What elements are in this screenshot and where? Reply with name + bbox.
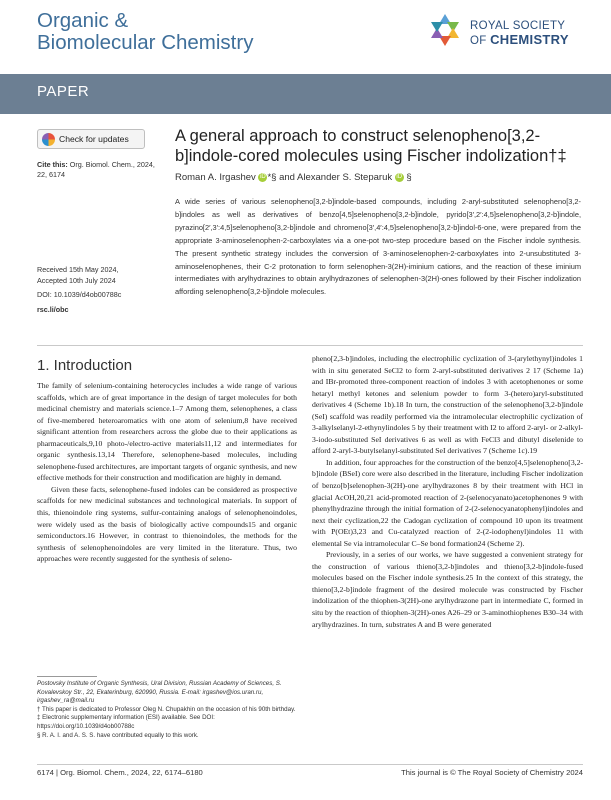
cite-this	[37, 160, 165, 180]
journal-title-line2: Biomolecular Chemistry	[37, 31, 254, 54]
article-dates	[37, 265, 165, 315]
footnote-esi[interactable]: ‡ Electronic supplementary information (ESI) available. See DOI: https://doi.org/10.1039/d4ob00788c	[37, 714, 215, 730]
crossmark-icon	[42, 133, 55, 146]
received-date: Received 15th May 2024,	[37, 265, 119, 274]
paragraph: Previously, in a series of our works, we have suggested a convenient strategy for the construction of various thieno[3,2-b]indoles and thieno[3,2-b]indole-fused molecules based on the Fischer indole synthesis.25 In the context of this strategy, the thieno[3,2-b]indole fragment of the desired molecule was constructed by Fischer indolization of the thiophen-3(2H)-one arylhydrazone part in intermediate C, formed in situ by the reaction of thiophen-3(2H)-ones A26–29 or 3-aminothiophenes B30–34 with arylhydrazines. In turn, substrates A and B were generated	[312, 550, 583, 629]
cite-label: Cite this:	[37, 160, 68, 169]
section-heading-introduction: 1. Introduction	[37, 357, 133, 374]
authors	[175, 172, 412, 183]
paper-label: PAPER	[37, 83, 90, 100]
paragraph: In addition, four approaches for the construction of the benzo[4,5]selenopheno[3,2-b]indole (BSeI) core were also described in the literature, including Fischer indolization of benzo[b]selenophen-3(2H)-one arylhydrazones 8 by their treatment with HCl in glacial AcOH,20,21 acid-promoted reaction of 2-(selenocyanato)acetophenones 9 with phenylhydrazine through the initial formation of 2-(2-selenocyanatophenyl)indoles and next their cyclization,22 the Cadogan cyclization of compound 10 upon its treatment with P(OEt)3,23 and Cu-catalyzed reaction of 2-(2-iodophenyl)indoles 11 with elemental Se via intramolecular C–Se bond formation24 (Scheme 2).	[312, 457, 583, 548]
page-footer-citation: 6174 | Org. Biomol. Chem., 2024, 22, 6174–6180	[37, 768, 203, 777]
cite-text: Org. Biomol. Chem., 2024, 22, 6174	[37, 160, 155, 179]
paragraph: The family of selenium-containing heterocycles includes a wide range of various scaffolds, which are of great importance in the design of target molecules for both medicinal chemistry and materials science.1–7 Among them, selenophenes, a class of five-membered heteroaromatics with one atom of selenium,8 have received significant attention from researchers across the globe due to their applications as pharmaceuticals,9,10 photo-/electro-active materials11,12 and intermediates for organic synthesis.13,14 Therefore, selenophene-based molecules, including selenophene-fused architectures, are important targets of organic synthesis, and new effective methods for their construction and modification are highly in demand.	[37, 381, 297, 483]
author-join: and	[279, 172, 295, 183]
publisher-name	[470, 20, 569, 48]
author-2[interactable]: Alexander S. Steparuk	[297, 172, 393, 183]
body-column-right	[312, 353, 583, 630]
body-column-left	[37, 380, 297, 565]
divider	[37, 345, 583, 346]
page-footer-copyright: This journal is © The Royal Society of Chemistry 2024	[401, 768, 583, 777]
journal-title	[37, 10, 253, 54]
footnotes	[37, 680, 297, 740]
author-2-mark: §	[406, 172, 412, 183]
author-1-mark: *§	[267, 172, 277, 183]
article-title: A general approach to construct selenopheno[3,2-b]indole-cored molecules using Fischer indolization†‡	[175, 127, 567, 165]
journal-title-line1: Organic &	[37, 9, 129, 32]
accepted-date: Accepted 10th July 2024	[37, 275, 116, 285]
publisher-line2-bold: CHEMISTRY	[490, 32, 569, 47]
abstract: A wide series of various selenopheno[3,2-b]indole-based compounds, including 2-aryl-substituted selenopheno[3,2-b]indoles as well as derivatives of benzo[4,5]selenopheno[3,2-b]indole, pyrido[3′,2′:4,5]selenopheno[3,2-b]indole, pyrazino[2′,3′:4,5]selenopheno[3,2-b]indole and chromeno[3′,4′:4,5]selenopheno[3,2-b]indol-6-one, were prepared from the appropriate 3-aminoselenophen-2-carboxylates via a one-pot two-step procedure based on the Fischer indole synthesis. The present synthetic strategy includes the conversion of 3-aminoselenophen-2-carboxylates into 2-unsubstituted 3-aminoselenophenes, their C-2 protonation to form selenophen-3(2H)-iminium cations, and the reaction of these iminium intermediates with arylhydrazines to obtain arylhydrazones of selenophen-3(2H)-ones followed by their Fischer indolization affording selenopheno[3,2-b]indole molecules.	[175, 197, 581, 297]
footnote-affiliation: Postovsky Institute of Organic Synthesis, Ural Division, Russian Academy of Sciences, S. Kovalevskoy Str., 22, Ekaterinburg, 620990, Russia. E-mail: irgashev@ios.uran.ru, irgashev_ra@mail.ru	[37, 680, 282, 705]
paper-banner	[0, 74, 611, 114]
footer-divider	[37, 764, 583, 765]
publisher-line2-prefix: OF	[470, 35, 487, 47]
orcid-icon[interactable]: iD	[260, 173, 266, 180]
footnote-dagger: † This paper is dedicated to Professor Oleg N. Chupakhin on the occasion of his 90th birthday.	[37, 705, 296, 713]
footnote-section: § R. A. I. and A. S. S. have contributed equally to this work.	[37, 731, 199, 739]
check-for-updates-button[interactable]	[37, 129, 145, 149]
author-1[interactable]: Roman A. Irgashev	[175, 172, 256, 183]
paragraph: Given these facts, selenophene-fused indoles can be considered as prospective scaffolds for new medicinal substances and technological materials. In support of this, thienoindole ring systems, sulfur-containing analogs of selenophenoindoles, were widely used as the basis of biologically active compounds15 and organic semiconductors.16 However, in contrast to thienoindoles, the methods for the synthesis of selenophenoindoles are very limited in the literature. Thus, two approaches were recently suggested for the synthesis of seleno-	[37, 484, 297, 564]
publisher-line1: ROYAL SOCIETY	[470, 20, 566, 32]
paragraph: pheno[2,3-b]indoles, including the electrophilic cyclization of 3-(arylethynyl)indoles 1 with in situ generated SeCl2 to form 2-aryl-substituted derivatives 2 17 (Scheme 1a) and IBr-promoted three-component reaction of indoles 3 with acetophenones or some hetaryl methyl ketones and selenium powder to form 3-(hetero)aryl-substituted derivatives 4 (Scheme 1b).18 In turn, the construction of the selenopheno[3,2-b]indole (SeI) scaffold was readily performed via the intramolecular electrophilic cyclization of 3-alkylselanyl-2-ethynylindoles 5 by their treatment with I2 to afford 2-aryl- or 2-alkyl-3-iodo-substituted SeI derivatives 6 as well as with FeCl3 and dibutyl diselenide to afford 2-aryl-3-butylselanyl-substituted SeI derivatives 7 (Scheme 1c).19	[312, 354, 583, 456]
check-for-updates-label: Check for updates	[59, 134, 129, 144]
footnote-divider	[37, 676, 97, 677]
orcid-icon[interactable]: iD	[396, 173, 403, 180]
journal-link[interactable]: rsc.li/obc	[37, 304, 69, 314]
doi-link[interactable]: DOI: 10.1039/d4ob00788c	[37, 290, 122, 299]
